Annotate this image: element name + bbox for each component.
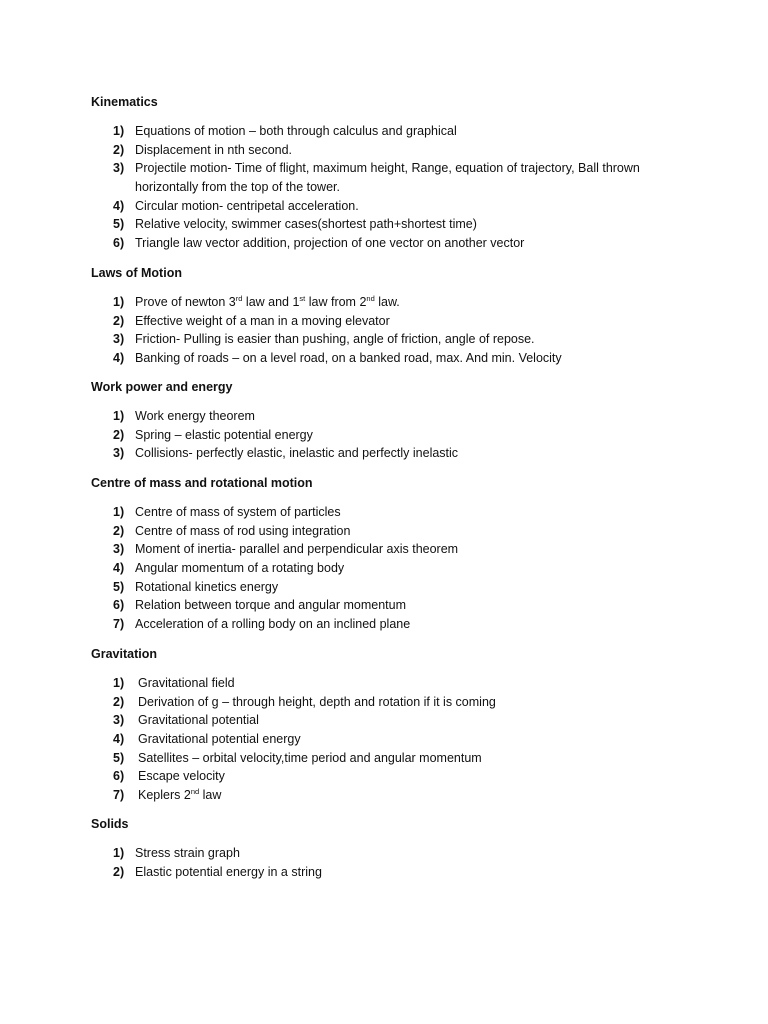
item-number: 3) — [113, 446, 125, 461]
item-text: Relative velocity, swimmer cases(shortest path+shortest time) — [135, 217, 477, 232]
item-text: Elastic potential energy in a string — [135, 864, 322, 879]
item-text: Spring – elastic potential energy — [135, 427, 313, 442]
item-number: 4) — [113, 732, 125, 747]
item-text: Collisions- perfectly elastic, inelastic and perfectly inelastic — [135, 446, 459, 461]
item-number: 3) — [113, 542, 125, 557]
section-heading: Work power and energy — [91, 380, 233, 394]
item-text: Gravitational potential energy — [138, 732, 301, 747]
item-number: 1) — [113, 409, 125, 423]
section-heading: Kinematics — [91, 95, 158, 109]
item-text: Banking of roads – on a level road, on a banked road, max. And min. Velocity — [135, 351, 562, 366]
item-number: 1) — [113, 676, 125, 690]
item-number: 3) — [113, 332, 125, 347]
section-heading: Gravitation — [91, 647, 157, 661]
item-number: 2) — [113, 313, 125, 328]
section-heading: Centre of mass and rotational motion — [91, 476, 313, 490]
item-number: 4) — [113, 561, 125, 576]
item-number: 5) — [113, 750, 125, 765]
item-number: 3) — [113, 161, 125, 176]
item-number: 2) — [113, 142, 125, 157]
item-number: 1) — [113, 846, 125, 860]
section-heading: Solids — [91, 817, 129, 831]
item-number: 6) — [113, 769, 125, 784]
item-text: Work energy theorem — [135, 409, 255, 423]
item-text: Centre of mass of rod using integration — [135, 523, 351, 538]
item-text: Gravitational potential — [138, 713, 259, 728]
item-text: Escape velocity — [138, 769, 225, 784]
item-text: Moment of inertia- parallel and perpendicular axis theorem — [135, 542, 459, 557]
item-text: Displacement in nth second. — [135, 142, 293, 157]
item-text: Friction- Pulling is easier than pushing, angle of friction, angle of repose. — [135, 332, 535, 347]
item-number: 7) — [113, 788, 125, 803]
item-text: Equations of motion – both through calculus and graphical — [135, 124, 457, 138]
item-number: 6) — [113, 236, 125, 251]
item-number: 2) — [113, 694, 125, 709]
item-number: 6) — [113, 598, 125, 613]
item-text: Effective weight of a man in a moving elevator — [135, 313, 390, 328]
item-text: Stress strain graph — [135, 846, 240, 860]
item-number: 7) — [113, 617, 125, 632]
item-number: 5) — [113, 217, 125, 232]
item-number: 2) — [113, 864, 125, 879]
item-text: Acceleration of a rolling body on an inclined plane — [135, 617, 411, 632]
item-number: 4) — [113, 198, 125, 213]
item-number: 3) — [113, 713, 125, 728]
item-text: Angular momentum of a rotating body — [135, 561, 345, 576]
item-text: Rotational kinetics energy — [135, 579, 279, 594]
item-text: Relation between torque and angular momentum — [135, 598, 407, 613]
item-text: Prove of newton 3rd law and 1st law from 2nd law. — [135, 294, 400, 309]
item-number: 1) — [113, 505, 125, 519]
item-number: 5) — [113, 579, 125, 594]
item-number: 1) — [113, 295, 125, 309]
item-number: 4) — [113, 351, 125, 366]
item-text: Satellites – orbital velocity,time period and angular momentum — [138, 750, 482, 765]
item-number: 2) — [113, 427, 125, 442]
item-text: Centre of mass of system of particles — [135, 505, 341, 519]
section-heading: Laws of Motion — [91, 266, 182, 280]
item-text: Projectile motion- Time of flight, maximum height, Range, equation of trajectory, Ball thrown horizontally from the top of the tower. — [135, 161, 640, 195]
item-number: 2) — [113, 523, 125, 538]
item-text: Derivation of g – through height, depth and rotation if it is coming — [138, 694, 496, 709]
item-number: 1) — [113, 124, 125, 138]
item-text: Circular motion- centripetal acceleration. — [135, 198, 359, 213]
item-text: Gravitational field — [138, 676, 235, 690]
item-text: Triangle law vector addition, projection of one vector on another vector — [135, 236, 525, 251]
item-text: Keplers 2nd law — [138, 787, 222, 803]
